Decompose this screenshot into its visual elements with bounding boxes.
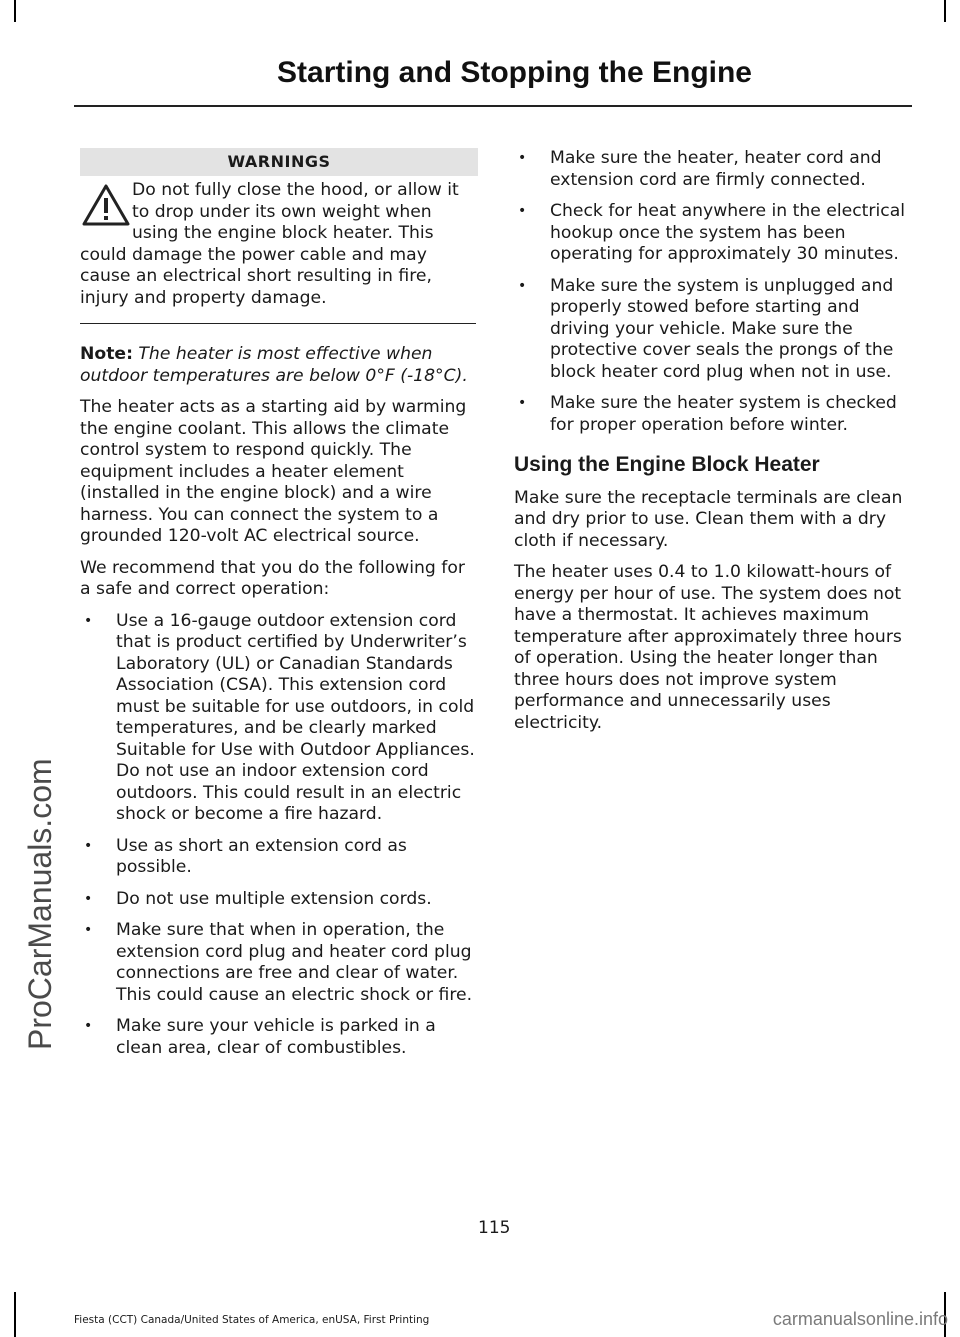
list-item: • Use a 16-gauge outdoor extension cord that is product certified by Underwriter’s Laboratory (UL) or Canadian Standards Association (CSA). This extension cord must be suitable for use outdoors, in cold temperatures, and be clearly marked Suitable for Use with Outdoor Appliances. Do not use an indoor extension cord outdoors. This could result in an electric shock or become a fire hazard.	[80, 611, 476, 826]
right-column	[514, 148, 910, 744]
paragraph: The heater acts as a starting aid by warming the engine coolant. This allows the climate control system to respond quickly. The equipment includes a heater element (installed in the engine block) and a wire harness. You can connect the system to a grounded 120-volt AC electrical source.	[80, 397, 467, 546]
footer-text: Fiesta (CCT) Canada/United States of America, enUSA, First Printing	[74, 1314, 430, 1326]
warning-box	[80, 180, 476, 324]
list-item: • Do not use multiple extension cords.	[80, 889, 476, 911]
warning-heading: WARNINGS	[80, 148, 478, 176]
paragraph: The heater uses 0.4 to 1.0 kilowatt-hours of energy per hour of use. The system does not have a thermostat. It achieves maximum temperature after approximately three hours of operation. Using the heater longer than three hours does not improve system performance and unnecessarily uses electricity.	[514, 562, 902, 733]
list-item: • Check for heat anywhere in the electrical hookup once the system has been operating for approximately 30 minutes.	[514, 201, 910, 266]
list-item: • Make sure your vehicle is parked in a clean area, clear of combustibles.	[80, 1016, 476, 1059]
crop-mark-top-left	[14, 0, 16, 22]
left-bullet-list	[80, 611, 476, 1060]
footer-watermark: carmanualsonline.info	[772, 1309, 948, 1329]
list-item: • Make sure the heater, heater cord and extension cord are firmly connected.	[514, 148, 910, 191]
note-text: The heater is most effective when outdoor temperatures are below 0°F (-18°C).	[80, 344, 468, 386]
paragraph: Make sure the receptacle terminals are clean and dry prior to use. Clean them with a dry cloth if necessary.	[514, 487, 903, 551]
list-item: • Make sure the system is unplugged and properly stowed before starting and driving your vehicle. Make sure the protective cover seals the prongs of the block heater cord plug when not in use.	[514, 276, 910, 384]
list-item: • Make sure the heater system is checked for proper operation before winter.	[514, 393, 910, 436]
side-watermark: ProCarManuals.com	[22, 758, 58, 1050]
right-bullet-list	[514, 148, 910, 436]
list-item: • Make sure that when in operation, the extension cord plug and heater cord plug connections are free and clear of water. This could cause an electric shock or fire.	[80, 920, 476, 1006]
crop-mark-bottom-left	[14, 1292, 16, 1337]
page-title: Starting and Stopping the Engine	[277, 56, 752, 89]
warning-triangle-icon	[80, 182, 132, 230]
list-item: • Use as short an extension cord as possible.	[80, 836, 476, 879]
section-heading: Using the Engine Block Heater	[514, 453, 820, 476]
note	[80, 344, 476, 387]
warning-text: Do not fully close the hood, or allow it to drop under its own weight when using the engine block heater. This could damage the power cable and may cause an electrical short resulting in fire, injury and property damage.	[80, 180, 459, 308]
crop-mark-top-right	[944, 0, 946, 22]
left-column	[80, 148, 476, 1069]
paragraph: We recommend that you do the following for a safe and correct operation:	[80, 557, 465, 599]
note-label: Note:	[80, 344, 133, 364]
title-divider	[74, 105, 912, 107]
page-number: 115	[478, 1218, 511, 1238]
